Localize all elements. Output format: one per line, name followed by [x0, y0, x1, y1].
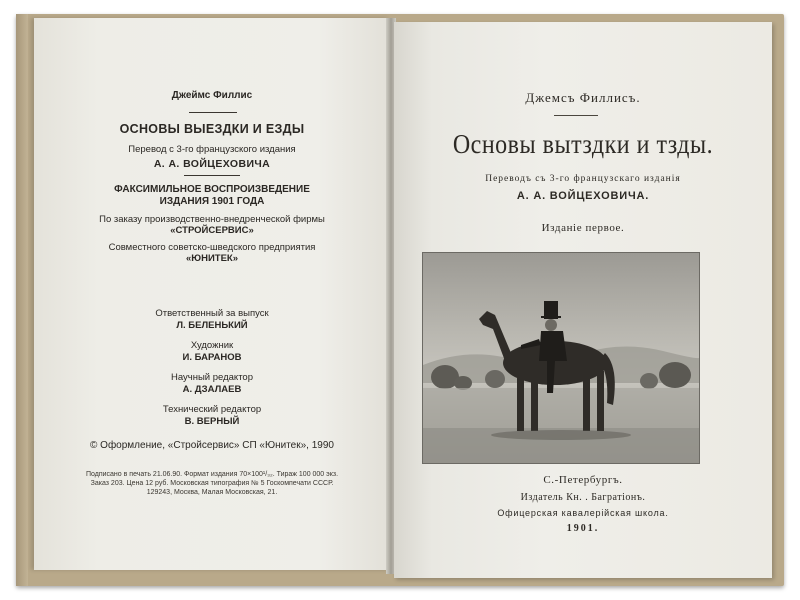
left-translation-note: Перевод с 3-го французского издания	[128, 144, 296, 155]
right-publisher: Издатель Кн. . Багратіонъ.	[520, 492, 646, 503]
credit-role-artist: Художник	[190, 340, 234, 351]
left-rule-top	[189, 112, 237, 113]
credit-name-release: Л. БЕЛЕНЬКИЙ	[176, 320, 248, 331]
credit-name-scientific-editor: А. ДЗАЛАЕВ	[182, 384, 242, 395]
right-year: 1901.	[566, 523, 600, 534]
credit-role-scientific-editor: Научный редактор	[170, 372, 254, 383]
left-title: ОСНОВЫ ВЫЕЗДКИ И ЕЗДЫ	[119, 122, 305, 136]
right-title: Основы вытздки и тзды.	[452, 130, 714, 160]
imprint-line3: 129243, Москва, Малая Московская, 21.	[146, 489, 278, 496]
right-translator: А. А. ВОЙЦЕХОВИЧА.	[516, 190, 650, 202]
left-translator: А. А. ВОЙЦЕХОВИЧА	[153, 158, 271, 170]
imprint-line2: Заказ 203. Цена 12 руб. Московская типография № 5 Госкомпечати СССР.	[90, 480, 334, 487]
credit-name-artist: И. БАРАНОВ	[182, 352, 242, 363]
left-joint-line2: «ЮНИТЕК»	[186, 253, 238, 264]
right-city: С.-Петербургъ.	[543, 474, 623, 486]
credit-role-technical-editor: Технический редактор	[162, 404, 262, 415]
right-translation-note: Переводъ съ 3-го французскаго изданія	[485, 174, 681, 184]
right-page	[394, 22, 772, 578]
left-order-line1: По заказу производственно-внедренческой фирмы	[99, 214, 325, 225]
left-facsimile-line2: ИЗДАНИЯ 1901 ГОДА	[159, 196, 265, 207]
left-joint-line1: Совместного советско-шведского предприятия	[108, 242, 316, 253]
right-rule-top	[554, 115, 598, 116]
left-author: Джеймс Филлис	[171, 90, 253, 101]
right-edition: Изданіе первое.	[541, 222, 625, 234]
left-page	[34, 18, 390, 570]
horse-rider-photo	[422, 252, 700, 464]
right-author: Джемсъ Филлисъ.	[525, 90, 641, 105]
right-school: Офицерская кавалерійская школа.	[497, 508, 669, 518]
left-rule-mid	[184, 175, 240, 176]
horse-rider-illustration	[423, 253, 699, 463]
credit-name-technical-editor: В. ВЕРНЫЙ	[184, 416, 240, 427]
credit-role-release: Ответственный за выпуск	[155, 308, 269, 319]
cover-edge	[16, 14, 28, 586]
imprint-line1: Подписано в печать 21.06.90. Формат издания 70×100¹/₃₂. Тираж 100 000 экз.	[85, 471, 339, 478]
left-facsimile-line1: ФАКСИМИЛЬНОЕ ВОСПРОИЗВЕДЕНИЕ	[114, 184, 310, 195]
left-order-line2: «СТРОЙСЕРВИС»	[170, 225, 254, 236]
left-copyright: © Оформление, «Стройсервис» СП «Юнитек», 1990	[90, 440, 334, 451]
